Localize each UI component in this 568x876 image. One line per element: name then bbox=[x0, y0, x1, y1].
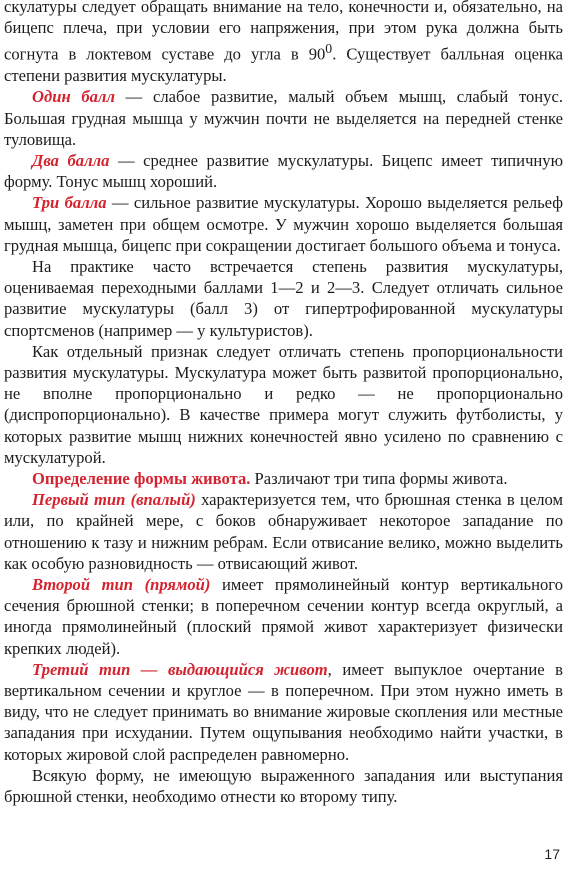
text-run: , имеет выпуклое очертание в вертикальном сечении и круглое — в поперечном. При этом нужно иметь в виду, что не следует принимать во внимание жировые скопления или местные западания при исхудании. Путем ощупывания необходимо найти участки, в которых жировой слой распределен равномерно. bbox=[4, 659, 563, 764]
text-run: — слабое развитие, малый объем мышц, слабый тонус. Большая грудная мышца у мужчин почти не выделяется на передней стенке туловища. bbox=[4, 87, 563, 149]
paragraph-any-form bbox=[4, 765, 563, 807]
term-highlight: Два балла bbox=[32, 150, 110, 170]
term-highlight: Три балла bbox=[32, 193, 107, 213]
paragraph-abdomen bbox=[4, 468, 563, 489]
paragraph-type-one bbox=[4, 489, 563, 574]
text-run: — сильное развитие мускулатуры. Хорошо выделяется рельеф мышц, заметен при общем осмотре. У мужчин хорошо выделяется большая грудная мышца, бицепс при сокращении достигает большого объема и тонуса. bbox=[4, 193, 563, 255]
paragraph-type-three bbox=[4, 659, 563, 765]
term-highlight: Первый тип (впалый) bbox=[32, 490, 196, 510]
page-number: 17 bbox=[544, 846, 560, 862]
text-run: На практике часто встречается степень развития мускулатуры, оцениваемая переходными баллами 1—2 и 2—3. Следует отличать сильное развитие мускулатуры (балл 3) от гипертрофированной мускулатуры спортсменов (например — у культуристов). bbox=[4, 256, 563, 340]
section-heading: Определение формы живота. bbox=[32, 469, 251, 488]
paragraph-intro bbox=[4, 0, 563, 86]
term-highlight: Один балл bbox=[32, 87, 115, 107]
term-highlight: Третий тип — выдающийся живот bbox=[32, 659, 328, 679]
term-highlight: Второй тип (прямой) bbox=[32, 575, 211, 595]
text-run: Как отдельный признак следует отличать степень пропорциональности развития мускулатуры. Мускулатура может быть развитой пропорционально, не вполне пропорционально и редко — не пропорционально (диспропорционально). В качестве примера могут служить футболисты, у которых развитие мышц нижних конечностей явно усилено по сравнению с мускулатурой. bbox=[4, 341, 563, 467]
body-text bbox=[4, 0, 563, 807]
paragraph-proportion bbox=[4, 341, 563, 468]
text-run: имеет прямолинейный контур вертикального сечения брюшной стенки; в поперечном сечении контур всегда округлый, а иногда прямолинейный (плоский прямой живот характеризует физически крепких людей). bbox=[4, 575, 563, 658]
text-run: скулатуры следует обращать внимание на тело, конечности и, обязательно, на бицепс плеча, при условии его напряжения, при этом рука должна быть согнута в локтевом суставе до угла в 90 bbox=[4, 0, 563, 64]
text-run: Различают три типа формы живота. bbox=[250, 469, 508, 488]
paragraph-two-points bbox=[4, 150, 563, 192]
text-run: — среднее развитие мускулатуры. Бицепс имеет типичную форму. Тонус мышц хороший. bbox=[4, 150, 563, 192]
paragraph-practice bbox=[4, 256, 563, 341]
paragraph-type-two bbox=[4, 574, 563, 659]
text-run: . Существует балльная оценка степени развития мускулатуры. bbox=[4, 44, 563, 86]
text-run: характеризуется тем, что брюшная стенка в целом или, по крайней мере, с боков обнаруживает некоторое западание по отношению к тазу и нижним ребрам. Если отвисание велико, можно выделить как особую разновидность — отвисающий живот. bbox=[4, 490, 563, 573]
text-run: Всякую форму, не имеющую выраженного западания или выступания брюшной стенки, необходимо отнести ко второму типу. bbox=[4, 765, 563, 807]
paragraph-one-point bbox=[4, 86, 563, 150]
paragraph-three-points bbox=[4, 192, 563, 256]
superscript-degree: 0 bbox=[325, 41, 333, 57]
